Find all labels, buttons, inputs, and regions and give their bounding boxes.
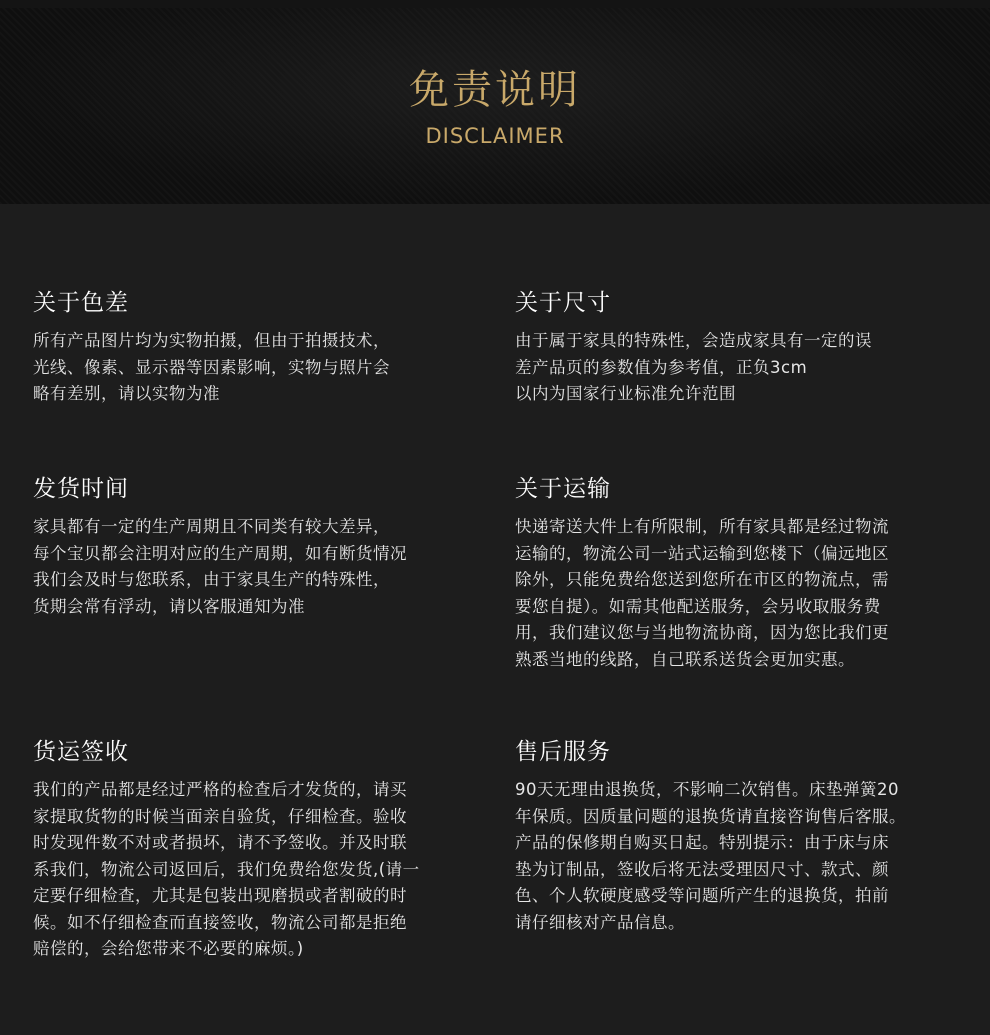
section-line: 略有差别，请以实物为准 xyxy=(33,384,220,403)
section-line: 我们的产品都是经过严格的检查后才发货的，请买 xyxy=(33,780,407,799)
disclaimer-header xyxy=(0,8,990,204)
section-title: 关于尺寸 xyxy=(515,290,611,316)
section-line: 年保质。因质量问题的退换货请直接咨询售后客服。 xyxy=(515,806,906,826)
section-line: 时发现件数不对或者损坏，请不予签收。并及时联 xyxy=(33,833,407,852)
section-body xyxy=(33,514,483,620)
section-title: 关于运输 xyxy=(515,476,611,502)
section-line: 货期会常有浮动，请以客服通知为准 xyxy=(33,596,305,616)
section-line: 熟悉当地的线路，自己联系送货会更加实惠。 xyxy=(515,649,855,669)
section-title: 关于色差 xyxy=(33,290,129,316)
header-subtitle: DISCLAIMER xyxy=(425,124,565,148)
section-size xyxy=(515,288,965,408)
section-line: 除外，只能免费给您送到您所在市区的物流点，需 xyxy=(515,570,889,589)
section-line: 产品的保修期自购买日起。特别提示：由于床与床 xyxy=(515,833,889,852)
section-after-sales xyxy=(515,737,965,936)
section-line: 光线、像素、显示器等因素影响，实物与照片会 xyxy=(33,357,390,377)
section-color-difference xyxy=(33,288,483,408)
section-line: 快递寄送大件上有所限制，所有家具都是经过物流 xyxy=(515,517,889,536)
section-line: 候。如不仔细检查而直接签收，物流公司都是拒绝 xyxy=(33,912,407,932)
section-line: 每个宝贝都会注明对应的生产周期，如有断货情况 xyxy=(33,543,407,563)
section-line: 以内为国家行业标准允许范围 xyxy=(515,384,736,403)
section-body xyxy=(515,777,965,936)
section-delivery-time xyxy=(33,474,483,620)
section-line: 垫为订制品，签收后将无法受理因尺寸、款式、颜 xyxy=(515,859,889,879)
section-line: 赔偿的，会给您带来不必要的麻烦。) xyxy=(33,939,304,958)
section-title: 发货时间 xyxy=(33,476,129,502)
section-line: 要您自提）。如需其他配送服务，会另收取服务费 xyxy=(515,596,881,616)
section-line: 运输的，物流公司一站式运输到您楼下（偏远地区 xyxy=(515,543,889,563)
section-line: 定要仔细检查，尤其是包装出现磨损或者割破的时 xyxy=(33,886,407,905)
section-body xyxy=(515,514,965,673)
section-line: 家提取货物的时候当面亲自验货，仔细检查。验收 xyxy=(33,806,407,826)
section-line: 系我们，物流公司返回后，我们免费给您发货,(请一 xyxy=(33,859,420,879)
section-line: 差产品页的参数值为参考值，正负3cm xyxy=(515,357,808,377)
section-body xyxy=(33,777,483,963)
section-line: 我们会及时与您联系，由于家具生产的特殊性， xyxy=(33,570,390,589)
section-title: 售后服务 xyxy=(515,739,611,765)
section-body xyxy=(515,328,965,408)
section-delivery-signing xyxy=(33,737,483,963)
section-line: 90天无理由退换货，不影响二次销售。床垫弹簧20 xyxy=(515,780,899,799)
section-line: 用，我们建议您与当地物流协商，因为您比我们更 xyxy=(515,623,889,642)
section-shipping xyxy=(515,474,965,673)
top-border xyxy=(0,0,990,8)
section-line: 所有产品图片均为实物拍摄，但由于拍摄技术， xyxy=(33,331,390,350)
section-line: 由于属于家具的特殊性，会造成家具有一定的误 xyxy=(515,331,872,350)
section-body xyxy=(33,328,483,408)
section-line: 家具都有一定的生产周期且不同类有较大差异， xyxy=(33,517,390,536)
section-line: 色、个人软硬度感受等问题所产生的退换货，拍前 xyxy=(515,886,889,905)
section-line: 请仔细核对产品信息。 xyxy=(515,912,685,932)
section-title: 货运签收 xyxy=(33,739,129,765)
header-title: 免责说明 xyxy=(409,67,581,113)
